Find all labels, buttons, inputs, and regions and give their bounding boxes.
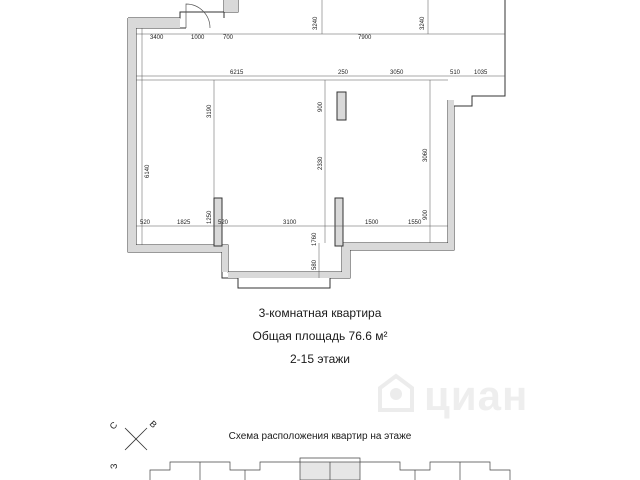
wall-fill — [128, 0, 454, 278]
compass-east: В — [147, 418, 159, 430]
dim-bottom-4: 520 — [218, 220, 229, 226]
dim-top-4: 3240 — [313, 16, 319, 30]
dim-inner-4: 3060 — [423, 148, 429, 162]
dim-top-1: 3400 — [150, 35, 164, 41]
dim-bottom-7: 1500 — [365, 220, 379, 226]
dim-top-5: 7900 — [358, 35, 372, 41]
dim-row2-2: 250 — [338, 70, 349, 76]
dim-row2-5: 1035 — [474, 70, 488, 76]
second-row-dimensions — [230, 70, 488, 76]
dim-left: 6140 — [145, 164, 151, 178]
compass-north: С — [107, 419, 120, 432]
dim-inner-3: 2330 — [318, 156, 324, 170]
bottom-dimensions — [140, 209, 429, 270]
vertical-dimensions — [145, 101, 429, 178]
door-swing — [186, 4, 210, 28]
dim-row2-3: 3050 — [390, 70, 404, 76]
scheme-title: Схема расположения квартир на этаже — [228, 431, 412, 442]
dim-bottom-2: 1825 — [177, 220, 191, 226]
floor-scheme — [150, 458, 510, 480]
compass-west: З — [109, 463, 119, 469]
dim-inner-2: 900 — [318, 101, 324, 112]
dim-balcony: 580 — [312, 259, 318, 270]
dim-top-6: 3240 — [420, 16, 426, 30]
dim-bottom-9: 900 — [423, 209, 429, 220]
watermark — [376, 370, 586, 420]
dim-inner-1: 3190 — [207, 104, 213, 118]
dim-top-3: 700 — [223, 35, 234, 41]
total-area: Общая площадь 76.6 м² — [252, 329, 388, 343]
dim-bottom-3: 1250 — [207, 210, 213, 224]
cian-logo-icon — [376, 370, 420, 416]
dim-bottom-6: 1760 — [312, 232, 318, 246]
dim-row2-1: 6215 — [230, 70, 244, 76]
compass — [108, 419, 159, 469]
dim-row2-4: 510 — [450, 70, 461, 76]
apartment-type: 3-комнатная квартира — [258, 306, 382, 320]
dim-bottom-5: 3100 — [283, 220, 297, 226]
watermark-text: циан — [424, 372, 529, 419]
floors: 2-15 этажи — [290, 352, 350, 366]
dim-bottom-8: 1550 — [408, 220, 422, 226]
dim-top-2: 1000 — [191, 35, 205, 41]
top-dimensions — [150, 16, 426, 41]
dim-bottom-1: 520 — [140, 220, 151, 226]
